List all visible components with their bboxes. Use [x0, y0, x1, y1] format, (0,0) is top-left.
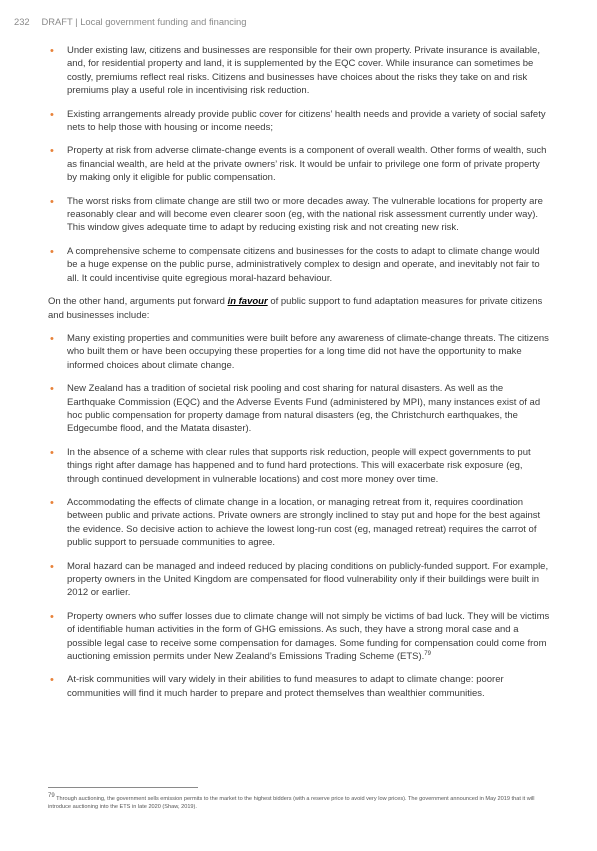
bullet-icon: •: [50, 245, 54, 258]
bullet-icon: •: [50, 674, 54, 687]
bullet-icon: •: [50, 332, 54, 345]
list-item: • Accommodating the effects of climate change in a location, or managing retreat from it, requires coordination between public and private actions. Private owners are strongly inclined to stay put and hope for the best against the evidence. So decisive action to achieve the lowest long-run cost (eg, managed retreat) requires the carrot of public support to persuade communities to agree.: [50, 496, 541, 549]
footnote-reference[interactable]: 79: [424, 650, 431, 657]
list-item: • Property owners who suffer losses due to climate change will not simply be victims of bad luck. They will be victims of identifiable human activities in the form of GHG emissions. As such, they have a strong moral case and a possible legal case to receive some compensation for damages. Some funding for compensation could come from auctioning emission permits under New Zealand’s Emissions Trading Scheme (ETS).$^{79}$: [50, 610, 550, 663]
list-item: • Under existing law, citizens and businesses are responsible for their own property. Private insurance is available, and, for residential property and land, it is supplemented by the EQC cover. While insurance can sometimes be costly, premiums reflect real risks. Citizens and businesses have choices about the risks they take on and risk premiums play a useful role in incentivising risk reduction.: [50, 45, 540, 97]
bullet-icon: •: [50, 560, 54, 573]
bullet-icon: •: [50, 195, 54, 208]
bullet-list-for: [48, 332, 552, 700]
bullets-against-section: [48, 44, 552, 700]
list-item: • Many existing properties and communities were built before any awareness of climate-change threats. The citizens who built them or have been occupying these properties for a long time did not have the opportunity to make informed choices about climate change.: [50, 332, 549, 371]
list-item: • Moral hazard can be managed and indeed reduced by placing conditions on publicly-funded support. For example, property owners in the United Kingdom are compensated for flood vulnerability only if their buildings were built in 2012 or earlier.: [50, 560, 549, 599]
bullet-icon: •: [50, 496, 54, 509]
bullet-icon: •: [50, 45, 54, 57]
running-header: [14, 16, 246, 27]
list-item: • At-risk communities will vary widely in their abilities to fund measures to adapt to climate change: poorer communities will find it much harder to prepare and protect themselves than wealthier communities.: [50, 674, 504, 699]
bullet-icon: •: [50, 108, 54, 121]
bullet-list-against: [48, 44, 552, 285]
list-item: • Property at risk from adverse climate-change events is a component of overall wealth. Other forms of wealth, such as financial wealth, are held at the private owners’ risk. It would be unfair to privilege one form of private property by making only it eligible for public compensation.: [50, 145, 547, 184]
footnote: [48, 795, 552, 811]
emphasis-text: in favour: [227, 296, 268, 308]
bullet-icon: •: [50, 145, 54, 158]
transition-paragraph: On the other hand, arguments put forward in favour of public support to fund adaptation measures for private citizens and businesses include:: [48, 296, 543, 321]
footnote-text: Through auctioning, the government sells emission permits to the market to the highest bidders (with a reserve price to avoid very low prices). The government announced in May 2019 that it will introduce auctioning into the ETS in late 2020 (Shaw, 2019).: [48, 796, 535, 810]
bullet-icon: •: [50, 610, 54, 623]
footnote-divider: [48, 787, 198, 788]
running-title: DRAFT | Local government funding and financing: [41, 16, 247, 27]
footnote-marker: 79: [48, 793, 55, 800]
bullet-icon: •: [50, 383, 54, 396]
bullet-icon: •: [50, 446, 54, 459]
list-item: • New Zealand has a tradition of societal risk pooling and cost sharing for natural disasters. As well as the Earthquake Commission (EQC) and the Adverse Events Fund (administered by MPI), many instances exist of ad hoc public compensation for property damage from natural disasters (eg, the Christchurch earthquakes, the Edgecumbe flood, and the Matata disaster).: [50, 383, 541, 435]
page-number: 232: [14, 16, 30, 27]
list-item: • A comprehensive scheme to compensate citizens and businesses for the costs to adapt to climate change would be a huge expense on the public purse, administratively complex to design and operate, and inevitably not fair to all. It could incentivise quite egregious moral-hazard behaviour.: [50, 245, 540, 284]
list-item: • The worst risks from climate change are still two or more decades away. The vulnerable locations for property are reasonably clear and will become even clearer soon (eg, with the national risk assessment currently under way). This window gives adequate time to adapt by reducing existing risk and not creating new risk.: [50, 195, 543, 234]
list-item: • Existing arrangements already provide public cover for citizens’ health needs and provide a variety of social safety nets to help those with housing or income needs;: [50, 108, 546, 134]
list-item: • In the absence of a scheme with clear rules that supports risk reduction, people will expect governments to put things right after damage has happened and to fund hard protections. This will exacerbate risk exposure (eg, through continued development in vulnerable locations) and cost more money over time.: [50, 446, 531, 485]
